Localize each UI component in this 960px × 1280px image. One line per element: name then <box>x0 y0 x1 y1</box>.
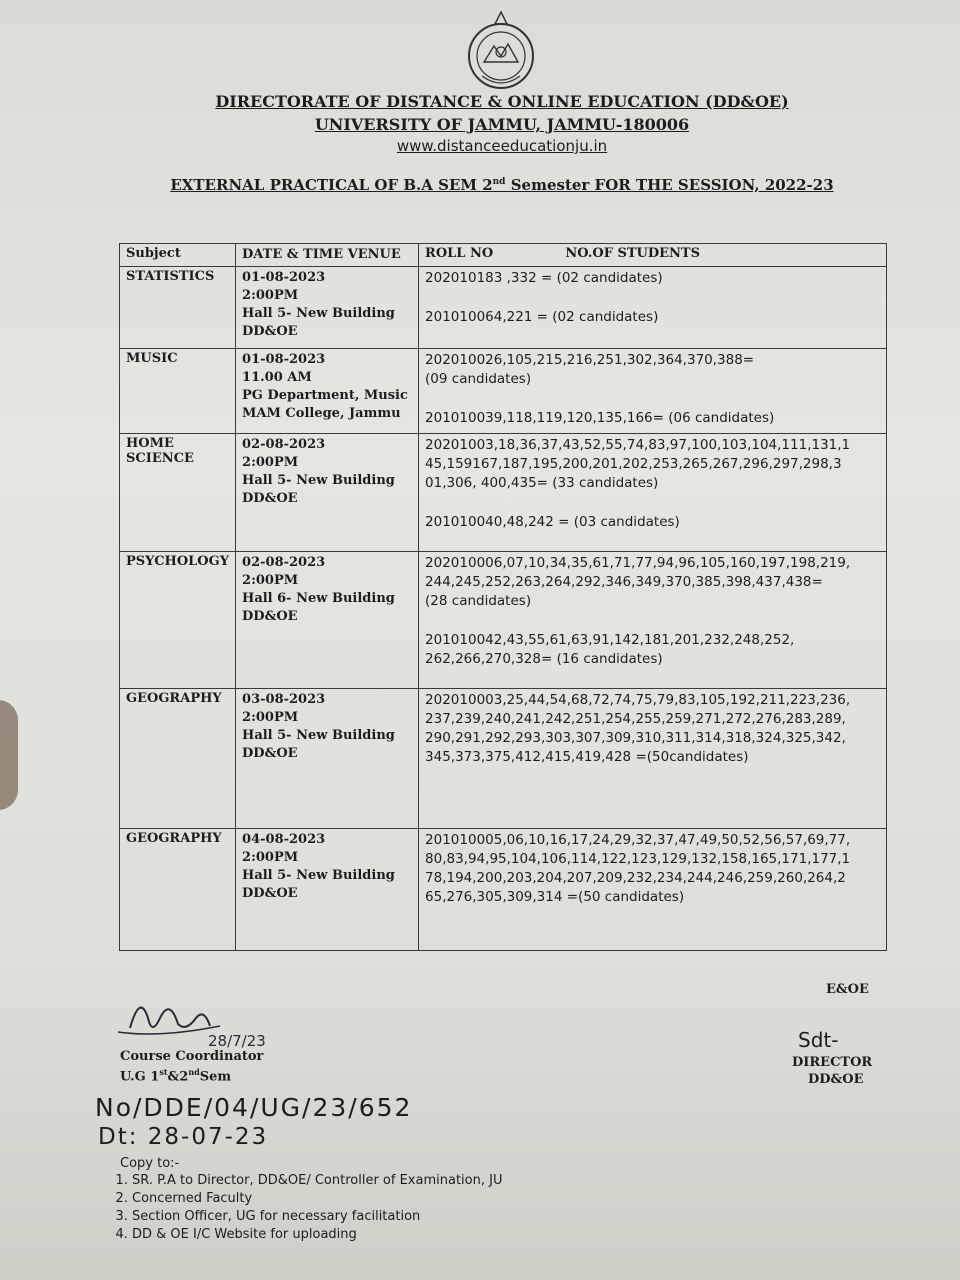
cell-roll-numbers <box>419 267 887 349</box>
roll-list-b: 201010064,221 = (02 candidates) <box>425 309 659 325</box>
director-signature-sdt: Sdt- <box>798 1028 839 1052</box>
university-seal-icon <box>462 10 540 92</box>
cell-datetime-venue <box>236 267 419 349</box>
roll-list-a: 201010005,06,10,16,17,24,29,32,37,47,49,50,52,56,57,69,77, 80,83,94,95,104,106,114,122,123,129,132,158,165,171,177,1 78,194,200,203,204,207,209,232,234,244,246,259,260,264,2 65,276,305,309,314 =(50 candidates) <box>425 832 851 905</box>
cell-datetime-venue <box>236 689 419 829</box>
cell-subject: STATISTICS <box>120 267 236 349</box>
header-datetime: DATE & TIME VENUE <box>236 244 419 267</box>
exam-date: 01-08-2023 <box>242 270 326 285</box>
eoe-note: E&OE <box>826 982 869 997</box>
director-office: DD&OE <box>808 1072 864 1087</box>
cell-datetime-venue <box>236 552 419 689</box>
exam-venue: Hall 5- New Building <box>242 728 395 743</box>
exam-venue-building: DD&OE <box>242 609 298 624</box>
table-row <box>120 829 887 951</box>
cell-subject: HOME SCIENCE <box>120 434 236 552</box>
list-item: 2. Concerned Faculty <box>132 1190 502 1208</box>
exam-time: 2:00PM <box>242 850 299 865</box>
header-roll-no: ROLL NO <box>425 246 494 261</box>
exam-date: 02-08-2023 <box>242 555 326 570</box>
cell-datetime-venue <box>236 829 419 951</box>
exam-time: 2:00PM <box>242 455 299 470</box>
document-title: EXTERNAL PRACTICAL OF B.A SEM 2nd Semester FOR THE SESSION, 2022-23 <box>170 176 834 194</box>
course-coordinator-label: Course Coordinator <box>120 1049 264 1064</box>
university-title: UNIVERSITY OF JAMMU, JAMMU-180006 <box>314 115 690 134</box>
exam-date: 04-08-2023 <box>242 832 326 847</box>
cell-roll-numbers <box>419 552 887 689</box>
cell-roll-numbers <box>419 689 887 829</box>
cell-roll-numbers <box>419 829 887 951</box>
exam-time: 11.00 AM <box>242 370 312 385</box>
roll-list-b: 201010040,48,242 = (03 candidates) <box>425 514 680 530</box>
exam-venue-building: DD&OE <box>242 324 298 339</box>
exam-venue: Hall 5- New Building <box>242 306 395 321</box>
header-subject: Subject <box>120 244 236 267</box>
table-row <box>120 689 887 829</box>
coordinator-signature <box>100 988 280 1048</box>
cell-roll-numbers <box>419 434 887 552</box>
cell-subject: PSYCHOLOGY <box>120 552 236 689</box>
copy-to-list <box>100 1172 502 1244</box>
exam-time: 2:00PM <box>242 710 299 725</box>
roll-list-a: 20201003,18,36,37,43,52,55,74,83,97,100,103,104,111,131,1 45,159167,187,195,200,201,202,253,265,267,296,297,298,3 01,306, 400,435= (33 candidates) <box>425 437 851 491</box>
roll-list-a: 202010006,07,10,34,35,61,71,77,94,96,105,160,197,198,219, 244,245,252,263,264,292,346,349,370,385,398,437,438= (28 candidates) <box>425 555 851 609</box>
copy-to-label: Copy to:- <box>120 1156 180 1171</box>
exam-venue: PG Department, Music <box>242 388 408 403</box>
table-row <box>120 349 887 434</box>
list-item: 1. SR. P.A to Director, DD&OE/ Controller of Examination, JU <box>132 1172 502 1190</box>
roll-list-a: 202010003,25,44,54,68,72,74,75,79,83,105,192,211,223,236, 237,239,240,241,242,251,254,255,259,271,272,276,283,289, 290,291,292,293,303,307,309,310,311,314,318,324,325,342, 345,373,375,412,415,419,428 =(50candidates) <box>425 692 851 765</box>
directorate-title: DIRECTORATE OF DISTANCE & ONLINE EDUCATION (DD&OE) <box>215 92 789 111</box>
website-link[interactable]: www.distanceeducationju.in <box>396 137 608 155</box>
table-row <box>120 267 887 349</box>
practical-schedule-table <box>119 243 887 951</box>
list-item: 4. DD & OE I/C Website for uploading <box>132 1226 502 1244</box>
handwritten-date: Dt: 28-07-23 <box>98 1124 269 1150</box>
exam-venue-building: DD&OE <box>242 886 298 901</box>
header-roll <box>419 244 887 267</box>
exam-date: 03-08-2023 <box>242 692 326 707</box>
exam-venue: Hall 5- New Building <box>242 868 395 883</box>
signature-name: Sadhi <box>160 1012 163 1013</box>
exam-date: 01-08-2023 <box>242 352 326 367</box>
list-item: 3. Section Officer, UG for necessary facilitation <box>132 1208 502 1226</box>
roll-list-a: 202010026,105,215,216,251,302,364,370,388= (09 candidates) <box>425 352 755 387</box>
roll-list-b: 201010039,118,119,120,135,166= (06 candidates) <box>425 410 775 426</box>
cell-datetime-venue <box>236 349 419 434</box>
thumb-shadow <box>0 700 18 810</box>
director-label: DIRECTOR <box>792 1055 873 1070</box>
exam-venue-building: MAM College, Jammu <box>242 406 401 421</box>
cell-roll-numbers <box>419 349 887 434</box>
exam-venue: Hall 5- New Building <box>242 473 395 488</box>
exam-venue: Hall 6- New Building <box>242 591 395 606</box>
header-students: NO.OF STUDENTS <box>565 246 700 261</box>
exam-date: 02-08-2023 <box>242 437 326 452</box>
signature-date: 28/7/23 <box>208 1032 266 1048</box>
exam-venue-building: DD&OE <box>242 746 298 761</box>
exam-time: 2:00PM <box>242 573 299 588</box>
cell-subject: MUSIC <box>120 349 236 434</box>
coordinator-semester: U.G 1st&2ndSem <box>120 1067 232 1085</box>
exam-time: 2:00PM <box>242 288 299 303</box>
cell-subject: GEOGRAPHY <box>120 689 236 829</box>
table-header-row <box>120 244 887 267</box>
roll-list-a: 202010183 ,332 = (02 candidates) <box>425 270 663 286</box>
cell-subject: GEOGRAPHY <box>120 829 236 951</box>
cell-datetime-venue <box>236 434 419 552</box>
table-row <box>120 434 887 552</box>
roll-list-b: 201010042,43,55,61,63,91,142,181,201,232,248,252, 262,266,270,328= (16 candidates) <box>425 632 795 667</box>
exam-venue-building: DD&OE <box>242 491 298 506</box>
handwritten-reference-no: No/DDE/04/UG/23/652 <box>95 1093 413 1122</box>
table-row <box>120 552 887 689</box>
